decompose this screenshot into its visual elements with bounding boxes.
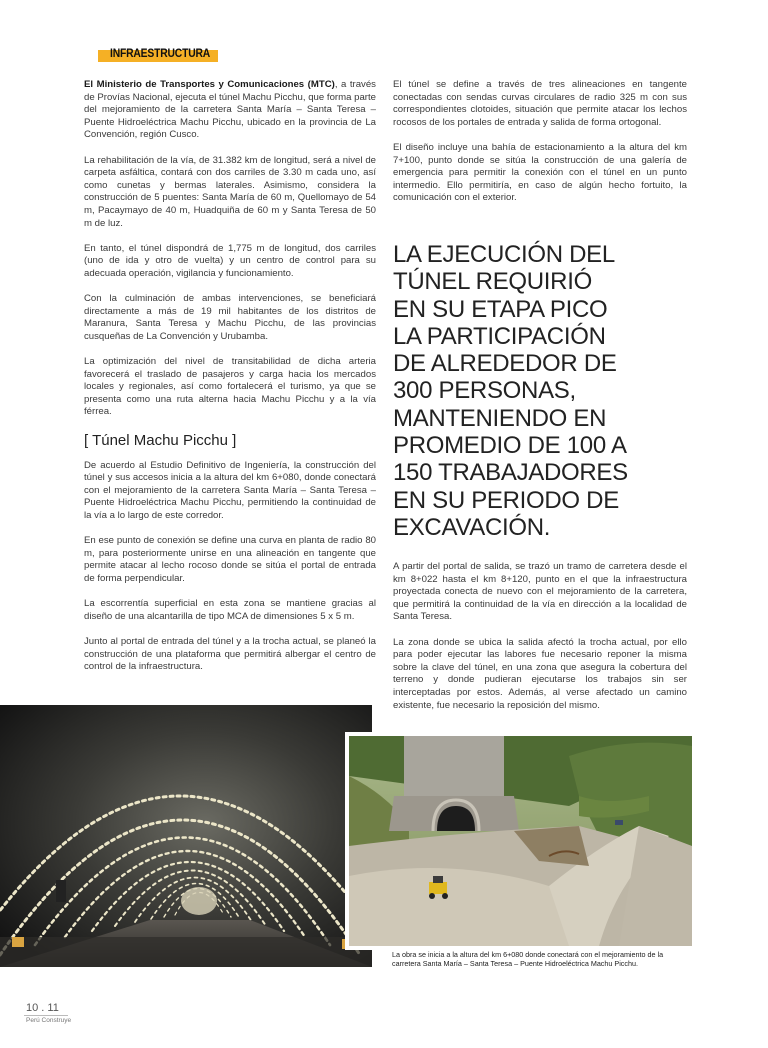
lead-bold: El Ministerio de Transportes y Comunicaciones (MTC): [84, 79, 335, 90]
paragraph: La zona donde se ubica la salida afectó la trocha actual, por ello para poder ejecutar las labores fue necesario reponer la misma sobre la clave del túnel, en una zona que asegura la cobertura del terreno y donde pudieran ejecutarse los trabajos sin ser interceptadas por estos. Además, al verse afectado un camino existente, fue necesario la reposición del mismo.: [393, 636, 687, 711]
tunnel-interior-photo: [0, 705, 372, 967]
paragraph: A partir del portal de salida, se trazó un tramo de carretera desde el km 8+022 hasta el km 8+120, punto en el que la infraestructura proyectada conecta de nuevo con el mejoramiento de la carretera, que permitirá la continuidad de la vía en dirección a la localidad de Santa Teresa.: [393, 561, 687, 623]
paragraph: La optimización del nivel de transitabilidad de dicha arteria favorecerá el traslado de pasajeros y carga hacia los mercados locales y regionales, así como fortalecerá el turismo, ya que se presenta como una ruta alterna hacia Machu Picchu y a la vía férrea.: [84, 356, 376, 418]
photo-caption: La obra se inicia a la altura del km 6+080 donde conectará con el mejoramiento de la carretera Santa María – Santa Teresa – Puente Hidroeléctrica Machu Picchu.: [392, 950, 664, 968]
paragraph: El diseño incluye una bahía de estacionamiento a la altura del km 7+100, punto donde se sitúa la construcción de una galería de emergencia para permitir la conexión con el túnel en un punto intermedio. Ello permitiría, en caso de algún hecho fortuito, la comunicación con el exterior.: [393, 141, 687, 204]
lead-paragraph: [84, 79, 376, 142]
publication-name: Perú Construye: [26, 1017, 72, 1024]
pull-quote-line: LA PARTICIPACIÓN: [393, 322, 606, 350]
lead-rest: , a través de Provías Nacional, ejecuta el túnel Machu Picchu, que forma parte del mejoramiento de la carretera Santa María – Santa Teresa – Puente Hidroeléctrica Machu Picchu, ubicado en la provincia de La Convención, región Cusco.: [84, 79, 376, 141]
section-tag: [98, 46, 218, 62]
section-label: INFRAESTRUCTURA: [110, 46, 211, 60]
pull-quote-line: MANTENIENDO EN: [393, 404, 607, 432]
subheading: [ Túnel Machu Picchu ]: [84, 431, 237, 449]
tunnel-portal-photo: [345, 732, 696, 950]
paragraph: El túnel se define a través de tres alineaciones en tangente conectadas con sendas curvas circulares de radio 325 m con sus correspondientes clotoides, situación que permite atacar los lechos rocosos de los portales de entrada y salida de forma ortogonal.: [393, 79, 687, 128]
pull-quote-line: 150 TRABAJADORES: [393, 459, 628, 487]
paragraph: En ese punto de conexión se define una curva en planta de radio 80 m, para posteriormente unirse en una alineación en tangente que permite atacar al lecho rocoso donde se sitúa el portal de entrada de forma perpendicular.: [84, 535, 376, 584]
paragraph: Con la culminación de ambas intervenciones, se beneficiará directamente a más de 19 mil habitantes de los distritos de Maranura, Santa Teresa y Machu Picchu, de las provincias cusqueñas de La Convención y Urubamba.: [84, 293, 376, 342]
pull-quote-line: 300 PERSONAS,: [393, 377, 576, 405]
right-column: [393, 79, 687, 218]
paragraph: En tanto, el túnel dispondrá de 1,775 m de longitud, dos carriles (uno de ida y otro de vuelta) y un centro de control para su adecuada operación, vigilancia y funcionamiento.: [84, 242, 376, 279]
paragraph: Junto al portal de entrada del túnel y a la trocha actual, se planeó la construcción de una plataforma que permitirá albergar el centro de control de la infraestructura.: [84, 635, 376, 673]
page-numbers: 10 . 11: [26, 1002, 59, 1014]
pull-quote-line: DE ALREDEDOR DE: [393, 350, 617, 378]
pull-quote-line: LA EJECUCIÓN DEL: [393, 241, 615, 268]
paragraph: La escorrentía superficial en esta zona se mantiene gracias al diseño de una alcantarilla de tipo MCA de dimensiones 5 x 5 m.: [84, 598, 376, 622]
pull-quote-line: EXCAVACIÓN.: [393, 513, 551, 541]
pull-quote-line: PROMEDIO DE 100 A: [393, 432, 627, 460]
right-column-lower: [393, 561, 687, 725]
pull-quote-line: EN SU PERIODO DE: [393, 486, 619, 514]
left-column: [84, 79, 376, 686]
paragraph: De acuerdo al Estudio Definitivo de Ingeniería, la construcción del túnel y sus accesos inicia a la altura del km 6+080, donde conectará con el mejoramiento de la carretera Santa María – Santa Teresa – Puente Hidroeléctrica Machu Picchu, permitiendo la continuidad de la vía a lo largo de este corredor.: [84, 459, 376, 521]
footer-divider: [24, 1015, 68, 1016]
pull-quote: [393, 241, 693, 541]
pull-quote-line: TÚNEL REQUIRIÓ: [393, 268, 592, 296]
paragraph: La rehabilitación de la vía, de 31.382 km de longitud, será a nivel de carpeta asfáltica, contará con dos carriles de 3.30 m cada uno, así como cunetas y bermas laterales. Asimismo, considera la construcción de 5 puentes: Santa María de 60 m, Quellomayo de 54 m, Pacaymayo de 40 m, Huadquiña de 60 m y Santa Teresa de 50 m de luz.: [84, 154, 376, 229]
pull-quote-line: EN SU ETAPA PICO: [393, 295, 608, 323]
